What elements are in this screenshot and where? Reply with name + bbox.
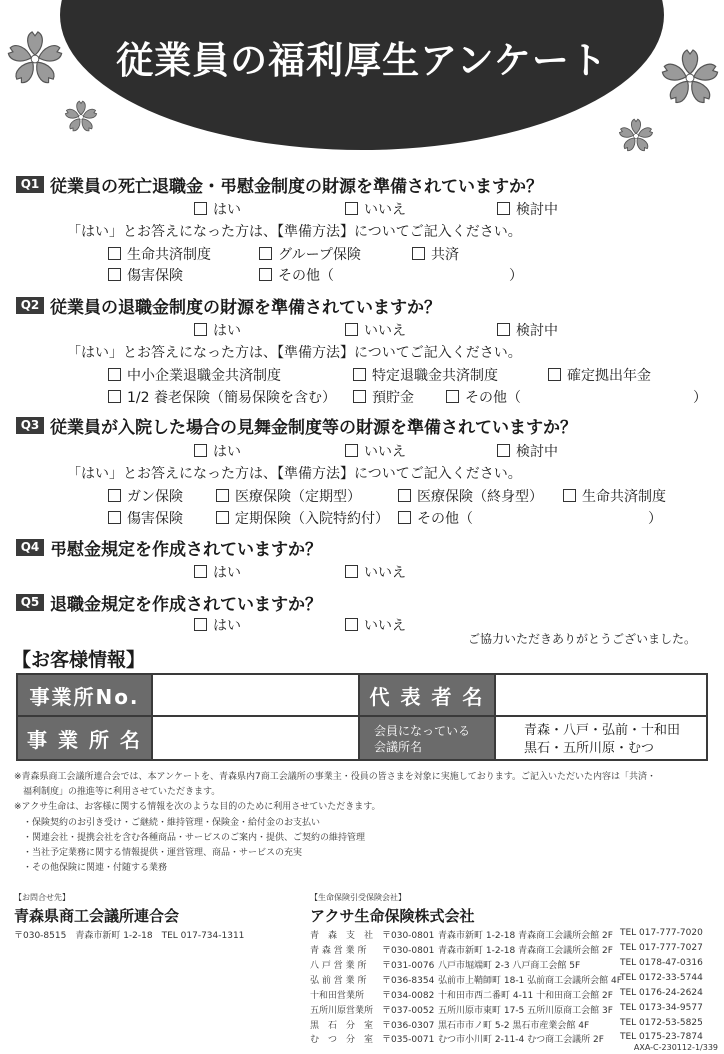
- branch-zip: 〒030-0801: [382, 931, 435, 941]
- thanks-message: ご協力いただきありがとうございました。: [468, 632, 697, 646]
- answer-option[interactable]: いいえ: [345, 441, 406, 461]
- contact-address: 〒030-8515 青森市新町 1-2-18 TEL 017-734-1311: [14, 931, 245, 941]
- note-line: ・当社予定業務に関する情報提供・運営管理、商品・サービスの充実: [14, 848, 303, 858]
- insurer-name: アクサ生命保険株式会社: [310, 907, 475, 925]
- branch-address: 青森市新町 1-2-18 青森商工会議所会館 2F: [438, 946, 613, 956]
- other-close-paren: ）: [509, 268, 523, 284]
- office-name-field[interactable]: [153, 717, 360, 759]
- other-close-paren: ）: [693, 390, 707, 406]
- answer-option[interactable]: いいえ: [345, 562, 406, 582]
- branch-tel: TEL 0175-23-7874: [620, 1032, 703, 1042]
- checkbox-icon[interactable]: [108, 268, 121, 281]
- method-option[interactable]: 特定退職金共済制度: [353, 365, 498, 385]
- branch-tel: TEL 0176-24-2624: [620, 988, 703, 998]
- branch-name: む つ 分 室: [310, 1035, 374, 1045]
- answer-option[interactable]: いいえ: [345, 320, 406, 340]
- question-text: 従業員の退職金制度の財源を準備されていますか？: [50, 298, 441, 318]
- checkbox-icon[interactable]: [216, 511, 229, 524]
- checkbox-icon[interactable]: [398, 511, 411, 524]
- checkbox-icon[interactable]: [108, 390, 121, 403]
- answer-option[interactable]: 検討中: [497, 441, 558, 461]
- branch-tel: TEL 0172-33-5744: [620, 973, 703, 983]
- question-tag: Q5: [16, 594, 44, 611]
- office-no-label: 事業所No.: [18, 675, 153, 717]
- answer-option[interactable]: いいえ: [345, 615, 406, 635]
- customer-info-table: [16, 673, 708, 761]
- branch-name: 青 森 営 業 所: [310, 946, 367, 956]
- branch-name: 黒 石 分 室: [310, 1021, 374, 1031]
- method-option-other[interactable]: その他（: [398, 508, 473, 528]
- checkbox-icon[interactable]: [216, 489, 229, 502]
- branch-tel: TEL 0178-47-0316: [620, 958, 703, 968]
- branch-zip: 〒034-0082: [382, 991, 435, 1001]
- other-close-paren: ）: [648, 511, 662, 527]
- checkbox-icon[interactable]: [259, 247, 272, 260]
- question-tag: Q1: [16, 176, 44, 193]
- checkbox-icon[interactable]: [353, 368, 366, 381]
- followup-instruction: 「はい」とお答えになった方は、【準備方法】についてご記入ください。: [67, 466, 522, 482]
- method-option[interactable]: 中小企業退職金共済制度: [108, 365, 281, 385]
- branch-name: 十和田営業所: [310, 991, 365, 1001]
- checkbox-icon[interactable]: [194, 323, 207, 336]
- answer-option[interactable]: 検討中: [497, 199, 558, 219]
- note-line: ※青森県商工会議所連合会では、本アンケートを、青森県内7商工会議所の事業主・役員の皆さまを対象に実施しております。ご記入いただいた内容は「共済・: [14, 772, 657, 782]
- branch-address: 八戸市堀端町 2-3 八戸商工会館 5F: [438, 961, 581, 971]
- checkbox-icon[interactable]: [108, 368, 121, 381]
- document-code: AXA-C-230112-1/339: [633, 1043, 718, 1052]
- representative-label: 代 表 者 名: [360, 675, 496, 717]
- checkbox-icon[interactable]: [345, 323, 358, 336]
- method-option[interactable]: 1/2 養老保険（簡易保険を含む）: [108, 387, 336, 407]
- note-line: ・その他保険に関連・付随する業務: [14, 863, 168, 873]
- answer-option[interactable]: はい: [194, 441, 241, 461]
- branch-address: 弘前市上鞘師町 18-1 弘前商工会議所会館 4F: [438, 976, 622, 986]
- checkbox-icon[interactable]: [548, 368, 561, 381]
- answer-option[interactable]: 検討中: [497, 320, 558, 340]
- branch-tel: TEL 017-777-7027: [620, 943, 703, 953]
- branch-zip: 〒035-0071: [382, 1035, 435, 1045]
- method-option[interactable]: 医療保険（定期型）: [216, 486, 361, 506]
- checkbox-icon[interactable]: [194, 565, 207, 578]
- checkbox-icon[interactable]: [497, 202, 510, 215]
- checkbox-icon[interactable]: [108, 247, 121, 260]
- branch-address: むつ市小川町 2-11-4 むつ商工会議所 2F: [438, 1035, 604, 1045]
- followup-instruction: 「はい」とお答えになった方は、【準備方法】についてご記入ください。: [67, 345, 522, 361]
- method-option-other[interactable]: その他（: [446, 387, 521, 407]
- answer-option[interactable]: いいえ: [345, 199, 406, 219]
- checkbox-icon[interactable]: [108, 511, 121, 524]
- representative-field[interactable]: [496, 675, 706, 717]
- customer-section-title: 【お客様情報】: [12, 649, 146, 671]
- checkbox-icon[interactable]: [353, 390, 366, 403]
- checkbox-icon[interactable]: [108, 489, 121, 502]
- checkbox-icon[interactable]: [398, 489, 411, 502]
- branch-zip: 〒031-0076: [382, 961, 435, 971]
- checkbox-icon[interactable]: [345, 202, 358, 215]
- method-option[interactable]: 傷害保険: [108, 265, 183, 285]
- branch-zip: 〒030-0801: [382, 946, 435, 956]
- checkbox-icon[interactable]: [497, 444, 510, 457]
- question-tag: Q4: [16, 539, 44, 556]
- branch-name: 八 戸 営 業 所: [310, 961, 367, 971]
- sakura-flower-icon: [618, 118, 654, 154]
- method-option[interactable]: 定期保険（入院特約付）: [216, 508, 389, 528]
- checkbox-icon[interactable]: [412, 247, 425, 260]
- note-line: ※アクサ生命は、お客様に関する情報を次のような目的のために利用させていただきます。: [14, 802, 381, 812]
- checkbox-icon[interactable]: [345, 565, 358, 578]
- method-option[interactable]: 共済: [412, 244, 459, 264]
- followup-instruction: 「はい」とお答えになった方は、【準備方法】についてご記入ください。: [67, 224, 522, 240]
- method-option-other[interactable]: その他（: [259, 265, 334, 285]
- insurer-label: 【生命保険引受保険会社】: [310, 893, 406, 902]
- question-tag: Q3: [16, 417, 44, 434]
- branch-zip: 〒037-0052: [382, 1006, 435, 1016]
- branch-name: 弘 前 営 業 所: [310, 976, 367, 986]
- member-chamber-label: 会員になっている 会議所名: [360, 717, 496, 759]
- branch-zip: 〒036-0307: [382, 1021, 435, 1031]
- sakura-flower-icon: [660, 48, 720, 108]
- answer-option[interactable]: はい: [194, 320, 241, 340]
- branch-tel: TEL 017-777-7020: [620, 928, 703, 938]
- branch-address: 十和田市西二番町 4-11 十和田商工会館 2F: [438, 991, 613, 1001]
- checkbox-icon[interactable]: [259, 268, 272, 281]
- question-text: 弔慰金規定を作成されていますか？: [50, 540, 322, 560]
- method-option[interactable]: 確定拠出年金: [548, 365, 651, 385]
- method-option[interactable]: 預貯金: [353, 387, 414, 407]
- question-text: 従業員が入院した場合の見舞金制度等の財源を準備されていますか？: [50, 418, 577, 438]
- question-text: 従業員の死亡退職金・弔慰金制度の財源を準備されていますか？: [50, 177, 543, 197]
- office-name-label: 事 業 所 名: [18, 717, 153, 759]
- method-option[interactable]: ガン保険: [108, 486, 183, 506]
- method-option[interactable]: 生命共済制度: [563, 486, 666, 506]
- answer-option[interactable]: はい: [194, 615, 241, 635]
- office-no-field[interactable]: [153, 675, 360, 717]
- answer-option[interactable]: はい: [194, 199, 241, 219]
- contact-label: 【お問合せ先】: [14, 893, 70, 902]
- branch-address: 五所川原市東町 17-5 五所川原商工会館 3F: [438, 1006, 613, 1016]
- branch-zip: 〒036-8354: [382, 976, 435, 986]
- note-line: 福利制度」の推進等に利用させていただきます。: [14, 787, 221, 797]
- branch-tel: TEL 0172-53-5825: [620, 1018, 703, 1028]
- note-line: ・保険契約のお引き受け・ご継続・維持管理・保険金・給付金のお支払い: [14, 818, 321, 828]
- question-text: 退職金規定を作成されていますか？: [50, 595, 322, 615]
- checkbox-icon[interactable]: [345, 444, 358, 457]
- checkbox-icon[interactable]: [446, 390, 459, 403]
- method-option[interactable]: 生命共済制度: [108, 244, 211, 264]
- sakura-flower-icon: [6, 30, 64, 88]
- member-chamber-options: 青森・八戸・弘前・十和田 黒石・五所川原・むつ: [524, 723, 681, 756]
- branch-address: 黒石市市ノ町 5-2 黒石市産業会館 4F: [438, 1021, 590, 1031]
- question-tag: Q2: [16, 297, 44, 314]
- answer-option[interactable]: はい: [194, 562, 241, 582]
- branch-name: 五所川原営業所: [310, 1006, 374, 1016]
- checkbox-icon[interactable]: [194, 618, 207, 631]
- checkbox-icon[interactable]: [345, 618, 358, 631]
- checkbox-icon[interactable]: [194, 444, 207, 457]
- method-option[interactable]: 傷害保険: [108, 508, 183, 528]
- branch-tel: TEL 0173-34-9577: [620, 1003, 703, 1013]
- note-line: ・関連会社・提携会社を含む各種商品・サービスのご案内・提供、ご契約の維持管理: [14, 833, 366, 843]
- method-option[interactable]: 医療保険（終身型）: [398, 486, 543, 506]
- branch-name: 青 森 支 社: [310, 931, 374, 941]
- branch-address: 青森市新町 1-2-18 青森商工会議所会館 2F: [438, 931, 613, 941]
- checkbox-icon[interactable]: [563, 489, 576, 502]
- page-title: 従業員の福利厚生アンケート: [116, 39, 608, 82]
- method-option[interactable]: グループ保険: [259, 244, 361, 264]
- checkbox-icon[interactable]: [194, 202, 207, 215]
- checkbox-icon[interactable]: [497, 323, 510, 336]
- sakura-flower-icon: [64, 100, 98, 134]
- contact-name: 青森県商工会議所連合会: [14, 907, 180, 925]
